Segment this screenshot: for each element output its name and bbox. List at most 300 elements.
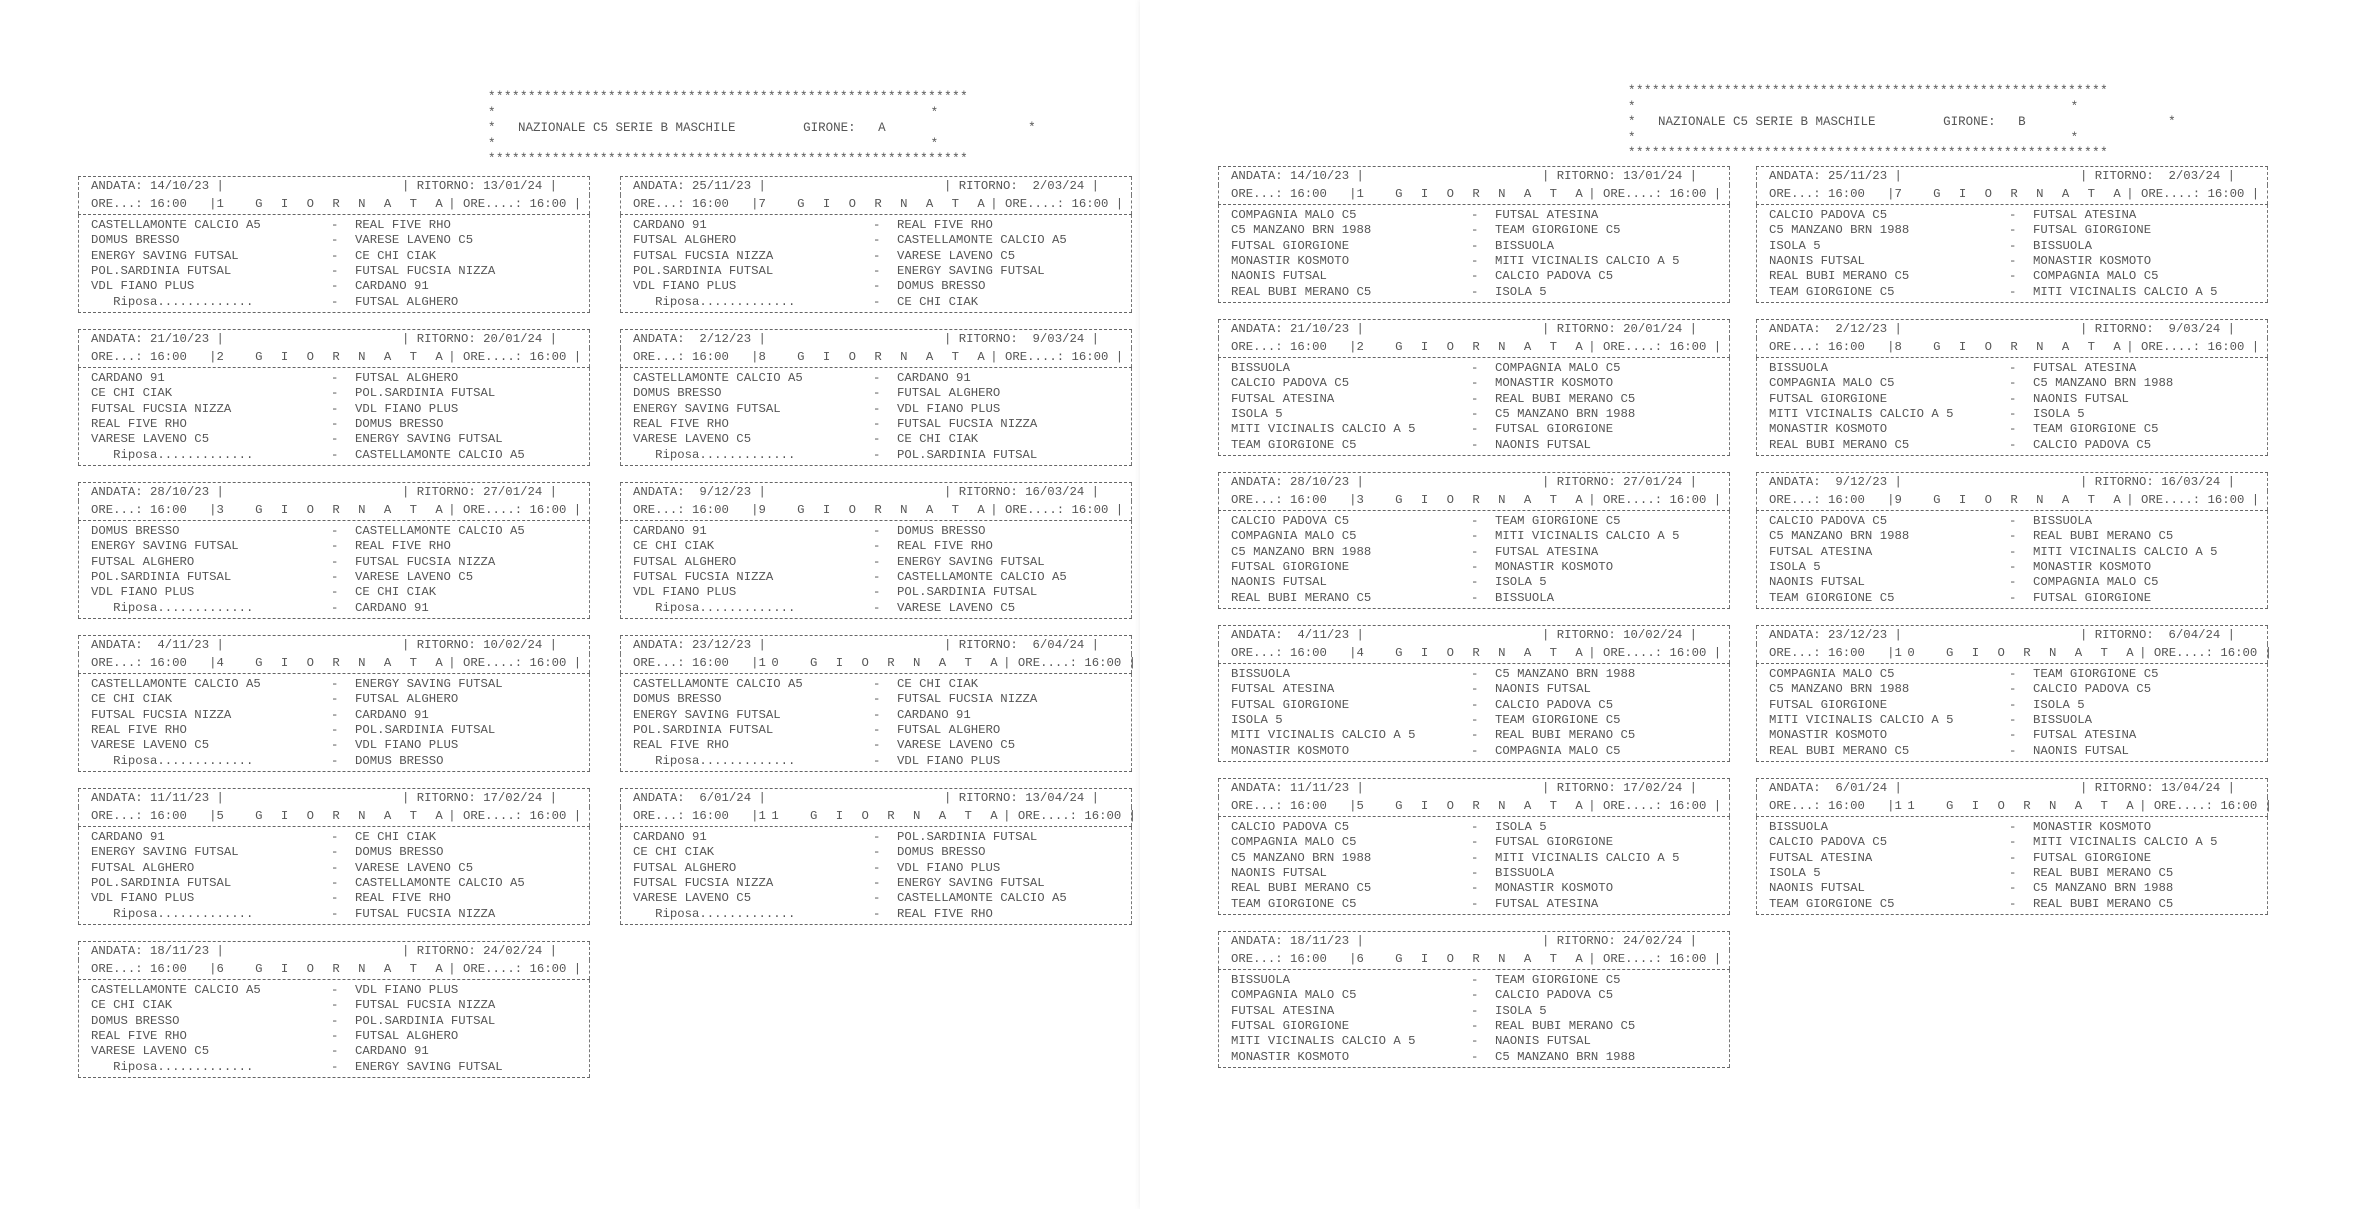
away-team: VARESE LAVENO C5 [897, 248, 1016, 263]
away-team: FUTSAL GIORGIONE [1495, 422, 1614, 437]
match-separator: - [873, 554, 881, 569]
divider [78, 771, 590, 772]
round-header-dates [1218, 779, 1730, 797]
away-team: VARESE LAVENO C5 [897, 600, 1016, 615]
home-team: FUTSAL GIORGIONE [1231, 560, 1350, 575]
match-row [1231, 866, 1717, 881]
home-team: REAL FIVE RHO [633, 738, 729, 753]
match-separator: - [2009, 697, 2017, 712]
match-list [1756, 817, 2268, 914]
away-team: FUTSAL FUCSIA NIZZA [355, 554, 496, 569]
home-team: CALCIO PADOVA C5 [1231, 376, 1350, 391]
match-separator: - [873, 370, 881, 385]
away-team: MITI VICINALIS CALCIO A 5 [1495, 850, 1680, 865]
home-team: CALCIO PADOVA C5 [1769, 513, 1888, 528]
title-star-left: * [488, 121, 519, 135]
home-team: FUTSAL ATESINA [1769, 850, 1873, 865]
match-separator: - [331, 753, 339, 768]
home-team: MITI VICINALIS CALCIO A 5 [1769, 407, 1954, 422]
home-team: CASTELLAMONTE CALCIO A5 [633, 676, 803, 691]
home-team: REAL FIVE RHO [91, 417, 187, 432]
match-separator: - [1471, 407, 1479, 422]
match-separator: - [873, 738, 881, 753]
away-team: COMPAGNIA MALO C5 [2033, 269, 2159, 284]
match-row [1231, 529, 1717, 544]
match-row [91, 249, 577, 264]
match-separator: - [1471, 988, 1479, 1003]
ritorno-time: | ORE....: 16:00 | [990, 197, 1124, 212]
round-header-times [78, 501, 590, 519]
away-team: FUTSAL ATESINA [1495, 896, 1599, 911]
match-row [1231, 851, 1717, 866]
home-team: CARDANO 91 [633, 217, 707, 232]
andata-time: ORE...: 16:00 | [91, 962, 217, 977]
match-row [1231, 269, 1717, 284]
andata-date: ANDATA: 23/12/23 | [1769, 628, 1902, 642]
match-list [78, 521, 590, 618]
andata-date: ANDATA: 18/11/23 | [1231, 934, 1364, 948]
girone-value: B [2018, 115, 2026, 129]
match-row [1231, 835, 1717, 850]
away-team: DOMUS BRESSO [355, 753, 444, 768]
match-row [91, 692, 577, 707]
home-team: Riposa............. [91, 906, 254, 921]
away-team: POL.SARDINIA FUTSAL [355, 723, 496, 738]
home-team: Riposa............. [91, 447, 254, 462]
home-team: VARESE LAVENO C5 [633, 891, 752, 906]
page-title-block [1628, 84, 2176, 162]
girone-value: A [878, 121, 886, 135]
away-team: ENERGY SAVING FUTSAL [897, 264, 1045, 279]
away-team: FUTSAL ATESINA [1495, 544, 1599, 559]
andata-time: ORE...: 16:00 | [1231, 799, 1357, 814]
home-team: VDL FIANO PLUS [91, 585, 195, 600]
home-team: CE CHI CIAK [91, 386, 173, 401]
away-team: FUTSAL ATESINA [2033, 207, 2137, 222]
header-spacer [266, 638, 402, 653]
round-header-times [1218, 644, 1730, 662]
match-separator: - [331, 523, 339, 538]
divider [1756, 455, 2268, 456]
home-team: NAONIS FUTSAL [1769, 254, 1865, 269]
away-team: BISSUOLA [2033, 713, 2093, 728]
match-separator: - [873, 523, 881, 538]
away-team: REAL BUBI MERANO C5 [1495, 391, 1636, 406]
match-row [1769, 269, 2255, 284]
andata-date: ANDATA: 2/12/23 | [633, 332, 766, 346]
away-team: MONASTIR KOSMOTO [1495, 881, 1614, 896]
round-header-times [620, 195, 1132, 213]
match-separator: - [873, 432, 881, 447]
ritorno-time: | ORE....: 16:00 | [448, 809, 582, 824]
match-row [633, 570, 1119, 585]
andata-date: ANDATA: 25/11/23 | [1769, 169, 1902, 183]
match-row [633, 233, 1119, 248]
match-list [78, 674, 590, 771]
match-row [1231, 239, 1717, 254]
home-team: TEAM GIORGIONE C5 [1769, 590, 1895, 605]
match-row [1231, 545, 1717, 560]
andata-date: ANDATA: 25/11/23 | [633, 179, 766, 193]
home-team: CE CHI CIAK [633, 845, 715, 860]
away-team: CARDANO 91 [897, 370, 971, 385]
home-team: CALCIO PADOVA C5 [1231, 819, 1350, 834]
giornata-label: 3 G I O R N A T A [216, 503, 449, 518]
ritorno-date: | RITORNO: 2/03/24 | [2080, 169, 2235, 183]
match-row [91, 539, 577, 554]
ritorno-time: | ORE....: 16:00 | [2126, 493, 2260, 508]
match-row [91, 907, 577, 922]
match-row [633, 448, 1119, 463]
match-row [633, 249, 1119, 264]
match-row [91, 1044, 577, 1059]
match-separator: - [2009, 728, 2017, 743]
away-team: NAONIS FUTSAL [2033, 743, 2129, 758]
match-separator: - [2009, 743, 2017, 758]
divider [78, 312, 590, 313]
away-team: BISSUOLA [1495, 590, 1555, 605]
round-header-dates [620, 177, 1132, 195]
match-row [91, 264, 577, 279]
match-list [620, 521, 1132, 618]
header-spacer [808, 638, 944, 653]
match-separator: - [873, 876, 881, 891]
match-row [1769, 835, 2255, 850]
match-list [1218, 511, 1730, 608]
match-separator: - [1471, 713, 1479, 728]
away-team: REAL FIVE RHO [355, 539, 451, 554]
match-separator: - [2009, 391, 2017, 406]
home-team: CALCIO PADOVA C5 [1231, 513, 1350, 528]
match-row [91, 677, 577, 692]
home-team: CE CHI CIAK [91, 692, 173, 707]
home-team: BISSUOLA [1231, 972, 1291, 987]
andata-date: ANDATA: 18/11/23 | [91, 944, 224, 958]
match-separator: - [1471, 575, 1479, 590]
divider [620, 465, 1132, 466]
match-row [91, 524, 577, 539]
away-team: ENERGY SAVING FUTSAL [355, 432, 503, 447]
home-team: FUTSAL GIORGIONE [1231, 1019, 1350, 1034]
round-card [1756, 625, 2272, 762]
round-card [1756, 472, 2268, 609]
home-team: POL.SARDINIA FUTSAL [91, 876, 232, 891]
home-team: FUTSAL ALGHERO [633, 233, 737, 248]
match-row [91, 570, 577, 585]
away-team: REAL FIVE RHO [355, 891, 451, 906]
match-row [91, 432, 577, 447]
home-team: NAONIS FUTSAL [1231, 866, 1327, 881]
header-spacer [266, 179, 402, 194]
match-row [1231, 744, 1717, 759]
match-separator: - [331, 294, 339, 309]
andata-time: ORE...: 16:00 | [1769, 799, 1895, 814]
match-separator: - [331, 998, 339, 1013]
away-team: VARESE LAVENO C5 [355, 233, 474, 248]
match-separator: - [2009, 713, 2017, 728]
away-team: CARDANO 91 [355, 707, 429, 722]
match-row [633, 279, 1119, 294]
ritorno-date: | RITORNO: 27/01/24 | [402, 485, 557, 499]
round-header-times [1218, 491, 1730, 509]
andata-time: ORE...: 16:00 | [633, 503, 759, 518]
home-team: FUTSAL ALGHERO [91, 554, 195, 569]
home-team: DOMUS BRESSO [91, 1013, 180, 1028]
away-team: BISSUOLA [2033, 238, 2093, 253]
andata-time: ORE...: 16:00 | [1231, 493, 1357, 508]
round-header-dates [1218, 473, 1730, 491]
away-team: FUTSAL GIORGIONE [2033, 223, 2152, 238]
match-separator: - [1471, 1003, 1479, 1018]
match-separator: - [1471, 360, 1479, 375]
home-team: FUTSAL GIORGIONE [1769, 391, 1888, 406]
andata-time: ORE...: 16:00 | [633, 350, 759, 365]
match-row [91, 371, 577, 386]
match-separator: - [1471, 269, 1479, 284]
header-spacer [1406, 475, 1542, 490]
header-spacer [1944, 781, 2080, 796]
divider [1218, 914, 1730, 915]
andata-date: ANDATA: 11/11/23 | [1231, 781, 1364, 795]
andata-date: ANDATA: 14/10/23 | [1231, 169, 1364, 183]
home-team: ISOLA 5 [1231, 713, 1283, 728]
match-row [91, 738, 577, 753]
away-team: ISOLA 5 [2033, 407, 2085, 422]
away-team: TEAM GIORGIONE C5 [1495, 713, 1621, 728]
match-row [1231, 682, 1717, 697]
home-team: CARDANO 91 [633, 829, 707, 844]
match-separator: - [2009, 866, 2017, 881]
match-separator: - [1471, 881, 1479, 896]
divider [1756, 761, 2268, 762]
match-separator: - [2009, 819, 2017, 834]
match-row [1769, 392, 2255, 407]
home-team: DOMUS BRESSO [633, 386, 722, 401]
home-team: COMPAGNIA MALO C5 [1231, 988, 1357, 1003]
match-row [1231, 820, 1717, 835]
away-team: TEAM GIORGIONE C5 [2033, 422, 2159, 437]
round-header-times [1756, 491, 2268, 509]
match-separator: - [873, 248, 881, 263]
match-row [1769, 820, 2255, 835]
match-row [633, 539, 1119, 554]
away-team: POL.SARDINIA FUTSAL [897, 829, 1038, 844]
home-team: ENERGY SAVING FUTSAL [91, 248, 239, 263]
ritorno-time: | ORE....: 16:00 | [2126, 340, 2260, 355]
ritorno-date: | RITORNO: 13/01/24 | [402, 179, 557, 193]
match-separator: - [2009, 544, 2017, 559]
match-separator: - [1471, 743, 1479, 758]
round-header-times [78, 960, 590, 978]
ritorno-date: | RITORNO: 10/02/24 | [402, 638, 557, 652]
match-list [1218, 664, 1730, 761]
ritorno-time: | ORE....: 16:00 | [448, 962, 582, 977]
away-team: CASTELLAMONTE CALCIO A5 [897, 570, 1067, 585]
away-team: REAL BUBI MERANO C5 [2033, 896, 2174, 911]
round-header-dates [78, 942, 590, 960]
match-row [91, 1029, 577, 1044]
match-row [91, 448, 577, 463]
away-team: MONASTIR KOSMOTO [1495, 376, 1614, 391]
match-separator: - [2009, 529, 2017, 544]
ritorno-date: | RITORNO: 20/01/24 | [1542, 322, 1697, 336]
away-team: CASTELLAMONTE CALCIO A5 [355, 447, 525, 462]
giornata-label: 4 G I O R N A T A [216, 656, 449, 671]
header-spacer [1944, 628, 2080, 643]
round-header-dates [1218, 932, 1730, 950]
away-team: VDL FIANO PLUS [355, 738, 459, 753]
match-row [91, 845, 577, 860]
round-header-dates [78, 330, 590, 348]
away-team: VARESE LAVENO C5 [355, 570, 474, 585]
match-row [91, 402, 577, 417]
ritorno-date: | RITORNO: 2/03/24 | [944, 179, 1099, 193]
away-team: FUTSAL ALGHERO [355, 294, 459, 309]
andata-time: ORE...: 16:00 | [91, 350, 217, 365]
home-team: REAL FIVE RHO [91, 1029, 187, 1044]
title-border-side: * * [488, 105, 939, 120]
home-team: C5 MANZANO BRN 1988 [1231, 850, 1372, 865]
match-row [633, 723, 1119, 738]
away-team: FUTSAL GIORGIONE [1495, 835, 1614, 850]
match-separator: - [2009, 666, 2017, 681]
round-header-dates [620, 789, 1132, 807]
match-row [633, 738, 1119, 753]
header-spacer [808, 485, 944, 500]
ritorno-date: | RITORNO: 24/02/24 | [402, 944, 557, 958]
home-team: TEAM GIORGIONE C5 [1769, 896, 1895, 911]
away-team: COMPAGNIA MALO C5 [1495, 743, 1621, 758]
home-team: REAL BUBI MERANO C5 [1769, 437, 1910, 452]
andata-date: ANDATA: 28/10/23 | [1231, 475, 1364, 489]
match-row [91, 708, 577, 723]
divider [620, 312, 1132, 313]
andata-date: ANDATA: 28/10/23 | [91, 485, 224, 499]
andata-time: ORE...: 16:00 | [91, 656, 217, 671]
home-team: FUTSAL ALGHERO [633, 554, 737, 569]
match-separator: - [1471, 1034, 1479, 1049]
away-team: REAL FIVE RHO [897, 539, 993, 554]
home-team: ENERGY SAVING FUTSAL [91, 845, 239, 860]
giornata-label: 7 G I O R N A T A [1894, 187, 2127, 202]
divider [1756, 302, 2268, 303]
home-team: MONASTIR KOSMOTO [1231, 743, 1350, 758]
home-team: MONASTIR KOSMOTO [1231, 254, 1350, 269]
home-team: C5 MANZANO BRN 1988 [1769, 682, 1910, 697]
home-team: CASTELLAMONTE CALCIO A5 [91, 982, 261, 997]
match-row [91, 983, 577, 998]
header-spacer [1406, 781, 1542, 796]
match-row [1231, 208, 1717, 223]
match-row [91, 998, 577, 1013]
round-header-dates [1756, 626, 2268, 644]
match-separator: - [1471, 1019, 1479, 1034]
match-list [1218, 358, 1730, 455]
match-list [620, 215, 1132, 312]
divider [620, 618, 1132, 619]
round-header-times [1756, 797, 2272, 815]
home-team: NAONIS FUTSAL [1231, 269, 1327, 284]
match-row [633, 585, 1119, 600]
ritorno-date: | RITORNO: 13/04/24 | [944, 791, 1099, 805]
match-row [91, 218, 577, 233]
home-team: BISSUOLA [1231, 360, 1291, 375]
round-header-times [620, 807, 1136, 825]
andata-date: ANDATA: 11/11/23 | [91, 791, 224, 805]
match-separator: - [2009, 223, 2017, 238]
home-team: FUTSAL GIORGIONE [1231, 238, 1350, 253]
match-separator: - [331, 370, 339, 385]
match-separator: - [331, 1029, 339, 1044]
match-row [1769, 376, 2255, 391]
match-separator: - [873, 707, 881, 722]
match-separator: - [2009, 835, 2017, 850]
andata-time: ORE...: 16:00 | [633, 197, 759, 212]
round-header-dates [78, 636, 590, 654]
match-row [1231, 667, 1717, 682]
match-row [1231, 392, 1717, 407]
match-separator: - [1471, 560, 1479, 575]
divider [620, 771, 1132, 772]
match-row [1231, 514, 1717, 529]
round-card [1756, 778, 2272, 915]
andata-time: ORE...: 16:00 | [91, 197, 217, 212]
championship-name: NAZIONALE C5 SERIE B MASCHILE [1658, 115, 1876, 129]
away-team: ISOLA 5 [1495, 284, 1547, 299]
match-separator: - [2009, 422, 2017, 437]
home-team: REAL FIVE RHO [91, 723, 187, 738]
match-row [1231, 1019, 1717, 1034]
match-row [1231, 223, 1717, 238]
round-header-dates [620, 636, 1132, 654]
home-team: NAONIS FUTSAL [1769, 575, 1865, 590]
match-row [91, 279, 577, 294]
match-row [91, 1060, 577, 1075]
match-row [1231, 881, 1717, 896]
away-team: FUTSAL ATESINA [2033, 360, 2137, 375]
away-team: VDL FIANO PLUS [897, 753, 1001, 768]
match-row [1231, 897, 1717, 912]
away-team: FUTSAL GIORGIONE [2033, 850, 2152, 865]
away-team: CE CHI CIAK [897, 432, 979, 447]
round-card [1218, 625, 1730, 762]
home-team: CE CHI CIAK [633, 539, 715, 554]
home-team: VDL FIANO PLUS [633, 279, 737, 294]
home-team: NAONIS FUTSAL [1231, 575, 1327, 590]
match-row [1769, 881, 2255, 896]
round-header-times [78, 195, 590, 213]
match-row [633, 218, 1119, 233]
away-team: VARESE LAVENO C5 [897, 738, 1016, 753]
round-card [78, 788, 590, 925]
home-team: REAL BUBI MERANO C5 [1769, 269, 1910, 284]
home-team: FUTSAL FUCSIA NIZZA [633, 570, 774, 585]
match-separator: - [1471, 697, 1479, 712]
home-team: C5 MANZANO BRN 1988 [1769, 223, 1910, 238]
match-separator: - [873, 294, 881, 309]
title-border-top: ************************************************************ [1628, 84, 2109, 98]
andata-time: ORE...: 16:00 | [91, 503, 217, 518]
away-team: CE CHI CIAK [355, 829, 437, 844]
away-team: C5 MANZANO BRN 1988 [2033, 376, 2174, 391]
match-list [1756, 205, 2268, 302]
match-list [1218, 205, 1730, 302]
round-header-dates [78, 789, 590, 807]
away-team: VDL FIANO PLUS [355, 982, 459, 997]
andata-date: ANDATA: 21/10/23 | [1231, 322, 1364, 336]
away-team: ISOLA 5 [2033, 697, 2085, 712]
home-team: Riposa............. [91, 1059, 254, 1074]
